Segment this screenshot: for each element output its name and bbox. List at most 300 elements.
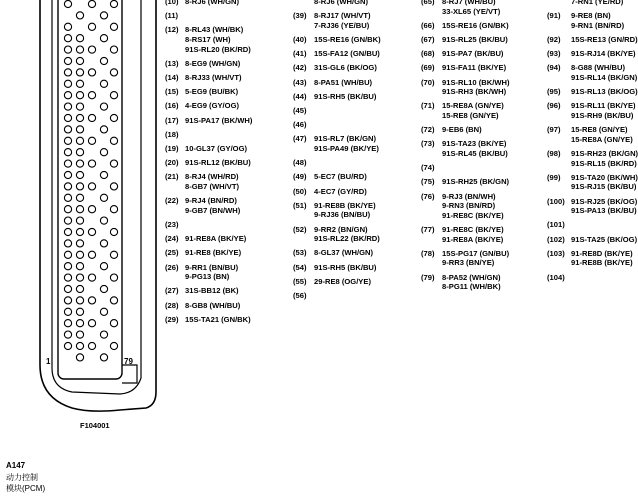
wire-label: 15S-RE13 (GN/RD) [571,35,638,44]
pin-hole [64,308,71,315]
pin-number: (17) [165,115,179,125]
pin-hole [100,217,107,224]
pin-hole [64,92,71,99]
pin-row [165,0,239,7]
pin-hole [76,183,83,190]
pin-row [421,273,501,292]
wire-label: 8-EG9 (WH/GN) [185,58,241,68]
pin-number: (21) [165,172,179,182]
wire-label: 91S-FA11 (BK/YE) [442,63,507,73]
pin-row [165,73,242,83]
pin-number: (65) [421,0,435,6]
pin-row [421,63,506,73]
pin-hole [76,194,83,201]
pin-number: (40) [293,35,307,44]
pin-number: (15) [165,87,179,97]
pin-row [293,11,371,30]
pin-hole [64,285,71,292]
wire-label: 10-GL37 (GY/OG) [185,144,248,153]
wire-label: 91S-RH9 (BK/BU) [571,110,634,120]
wire-label: 9-RN1 (BN/RD) [571,20,625,30]
wire-label: 8-PA51 (WH/BU) [314,77,373,87]
wire-label: 9-RE8 (BN) [571,11,611,21]
pin-hole [76,80,83,87]
pin-row [547,235,637,245]
pin-hole [64,194,71,201]
pin-number: (94) [547,63,561,73]
pin-hole [110,137,117,144]
pin-hole [64,160,71,167]
wire-label: 91S-RH5 (BK/BU) [314,91,377,101]
pin-hole [100,57,107,64]
pin-row [293,92,376,102]
wire-label: 8-RL43 (WH/BK) [185,25,244,35]
pin-row [165,196,240,215]
wire-label: 91S-RL13 (BK/OG) [571,87,638,97]
wire-label: 8-GL37 (WH/GN) [314,248,374,258]
wire-label: 7-RN1 (YE/RD) [571,0,624,6]
pin-hole [64,228,71,235]
wire-label: 91-RE8B (BK/YE) [314,200,376,210]
wire-label: 15-RE8 (GN/YE) [442,110,499,120]
pin-hole [100,35,107,42]
pin-number: (68) [421,49,435,59]
wire-label: 8-PA52 (WH/GN) [442,272,501,282]
pin-number: (70) [421,77,435,87]
wire-label: 91S-RJ25 (BK/OG) [571,196,638,206]
pin-row [293,49,380,59]
wire-label: 91S-RL25 (BK/BU) [442,35,508,44]
pin-number: (79) [421,272,435,282]
wire-label: 8-RJ33 (WH/VT) [185,73,242,82]
wire-label: 9-GB7 (BN/WH) [185,205,241,215]
pin-hole [110,206,117,213]
pin-hole [88,160,95,167]
pin-row [293,187,367,197]
pin-number: (77) [421,225,435,234]
pin-hole [76,171,83,178]
pin-row [165,248,241,258]
pin-row [547,101,636,120]
pin-row [293,35,381,45]
figure-id: F104001 [80,421,110,430]
pin-number: (92) [547,35,561,44]
pin-hole [64,69,71,76]
pin-row [165,101,239,111]
wire-label: 7-RJ36 (YE/BU) [314,20,370,30]
pin-hole [76,12,83,19]
pin-hole [100,126,107,133]
pin-hole [88,0,95,7]
pin-row [547,173,638,192]
pin-number: (53) [293,248,307,258]
pin-hole [110,69,117,76]
pin-number: (28) [165,300,179,310]
pin-row [421,0,500,16]
connector-name-line-1: 动力控制 [6,473,38,482]
pin-number: (101) [547,220,565,230]
pin-hole [76,297,83,304]
pin-number: (22) [165,196,179,206]
pin-row [421,21,509,31]
pin-hole [110,228,117,235]
pin-hole [76,103,83,110]
pin-hole [88,114,95,121]
pin-hole [110,92,117,99]
pin-number: (76) [421,191,435,201]
pin-row [547,11,624,30]
wire-label: 91-RE8A (BK/YE) [185,234,247,244]
pin-row [421,139,508,158]
wire-label: 9-RR1 (BN/BU) [185,262,239,272]
pin-hole [76,240,83,247]
wire-label: 8-GB7 (WH/VT) [185,181,239,191]
pin-hole [88,320,95,327]
pin-number: (67) [421,35,435,44]
pin-hole [88,228,95,235]
pin-number: (95) [547,87,561,97]
pin-number: (49) [293,172,307,182]
pin-hole [100,354,107,361]
connector-outline [40,0,156,411]
wire-label: 9-RR3 (BN/YE) [442,258,495,268]
pin-hole [110,297,117,304]
wire-label: 91-RE8D (BK/YE) [571,248,633,258]
pin-hole [76,263,83,270]
pin-row [421,177,509,187]
pin-number: (78) [421,248,435,258]
pin-hole [76,274,83,281]
pin-number: (75) [421,177,435,187]
pin-hole [110,0,117,7]
pin-number: (97) [547,125,561,135]
pin-number: (47) [293,134,307,144]
pin-row [547,125,633,144]
pin-number: (43) [293,77,307,87]
wire-label: 91S-TA25 (BK/OG) [571,234,638,244]
pin-number: (56) [293,291,307,300]
pin-row [293,78,372,88]
pin-hole [76,320,83,327]
pin-hole [88,46,95,53]
pin-hole [88,251,95,258]
wire-label: 8-G88 (WH/BU) [571,63,626,73]
pin-hole [88,297,95,304]
pin-hole [88,183,95,190]
pin-row [421,101,504,120]
wire-label: 91S-RL11 (BK/YE) [571,101,636,111]
pin-hole [110,160,117,167]
pin-row [165,59,240,69]
pin-number: (39) [293,11,307,21]
pin-row [421,125,482,135]
pin-number: (45) [293,106,307,115]
pin-number: (102) [547,234,565,244]
pin-grid [64,0,117,361]
pin-number: (69) [421,63,435,73]
pin-hole [76,285,83,292]
pin-number: (93) [547,49,561,59]
pin-hole [76,46,83,53]
pin-number: (20) [165,158,179,168]
wire-label: 15S-PG17 (GN/BU) [442,248,510,258]
pin-number: (100) [547,196,565,206]
connector-latch-tab [122,365,137,383]
wire-label: 4-EG9 (GY/OG) [185,101,240,111]
pin-hole [64,263,71,270]
pin-hole [64,240,71,247]
pin-row [165,315,251,325]
wire-label: 15S-TA21 (GN/BK) [185,314,251,324]
pin-hole [110,320,117,327]
wire-label: 91S-RL22 (BK/RD) [314,234,380,244]
pin-row [547,0,623,7]
pin-number: (74) [421,163,435,173]
wire-label: 29-RE8 (OG/YE) [314,276,371,286]
pin-hole [76,228,83,235]
pin-row [547,63,637,82]
wire-label: 4-EC7 (GY/RD) [314,186,367,196]
wire-label: 31S-BB12 (BK) [185,286,239,296]
connector-last-pin-label: 79 [124,357,133,366]
wire-label: 91S-RL7 (BK/GN) [314,134,377,144]
pin-number: (12) [165,25,179,35]
pin-row [165,301,240,311]
pin-hole [64,206,71,213]
pin-hole [64,80,71,87]
pin-number: (41) [293,49,307,59]
pin-number: (26) [165,262,179,272]
pin-hole [64,183,71,190]
pin-hole [76,69,83,76]
pin-row [547,49,636,59]
pin-row [547,87,638,97]
pin-hole [64,217,71,224]
pin-hole [76,308,83,315]
wire-label: 91S-RL20 (BK/RD) [185,44,251,54]
pin-hole [76,114,83,121]
wire-label: 8-GB8 (WH/BU) [185,300,241,310]
wire-label: 91S-RJ15 (BK/BU) [571,182,637,192]
pin-number: (18) [165,129,179,139]
pin-hole [100,308,107,315]
pin-row [293,248,373,258]
pin-hole [64,35,71,42]
pin-hole [76,354,83,361]
pin-row [293,172,367,182]
wire-label: 91S-RL45 (BK/BU) [442,148,508,158]
pin-hole [110,342,117,349]
pin-number: (98) [547,149,561,158]
pin-number: (48) [293,158,307,168]
pin-row [293,134,379,153]
pin-hole [64,57,71,64]
pin-number: (103) [547,248,565,258]
pin-number: (66) [421,20,435,30]
pin-row [293,63,377,73]
wire-label: 91S-PA7 (BK/BU) [442,49,504,59]
pin-row [165,286,239,296]
pin-hole [64,103,71,110]
pin-hole [64,331,71,338]
wire-label: 9-PG13 (BN) [185,272,230,282]
pin-row [421,249,509,268]
pin-number: (24) [165,234,179,244]
pin-hole [110,183,117,190]
pin-hole [88,206,95,213]
pin-row [165,172,239,191]
wire-label: 33-XL65 (YE/VT) [442,6,501,16]
pin-hole [64,274,71,281]
wire-label: 91S-RL15 (BK/RD) [571,158,637,168]
wire-label: 8-RS17 (WH) [185,34,231,44]
pin-number: (73) [421,139,435,149]
wire-label: 8-PG11 (WH/BK) [442,282,501,292]
wire-label: 9-RJ3 (BN/WH) [442,191,496,201]
wire-label: 15-RE8 (GN/YE) [571,125,628,135]
wire-label: 91S-PA17 (BK/WH) [185,115,253,125]
wire-label: 15S-RE16 (GN/BK) [314,35,381,44]
pin-hole [88,92,95,99]
wire-label: 91S-TA20 (BK/WH) [571,172,638,182]
pin-number: (16) [165,101,179,111]
wire-label: 91S-RH3 (BK/WH) [442,87,507,97]
pin-row [547,249,633,268]
wire-label: 91S-RJ14 (BK/YE) [571,49,636,59]
wire-label: 15S-RE16 (GN/BK) [442,20,509,30]
wire-label: 91-RE8B (BK/YE) [571,258,633,268]
pin-row [165,144,247,154]
wire-label: 91S-RH5 (BK/BU) [314,262,377,272]
pin-row [547,149,638,168]
pin-row [421,78,510,97]
wire-label: 91S-RH25 (BK/GN) [442,177,510,187]
pin-number: (19) [165,144,179,153]
pin-hole [88,137,95,144]
wire-label: 5-EC7 (BU/RD) [314,172,367,182]
pin-hole [88,23,95,30]
pin-number: (54) [293,262,307,272]
pin-hole [76,342,83,349]
wire-label: 5-EG9 (BU/BK) [185,87,239,97]
pin-hole [76,217,83,224]
pin-hole [100,171,107,178]
wire-label: 91S-RL14 (BK/GN) [571,72,638,82]
pin-number: (14) [165,73,179,82]
pin-hole [100,194,107,201]
wire-label: 8-RJ6 (WH/GN) [314,0,369,6]
pin-hole [76,251,83,258]
wire-label: 91S-TA23 (BK/YE) [442,139,507,149]
pin-row [547,35,638,45]
pin-hole [110,274,117,281]
pin-hole [64,0,71,7]
wire-label: 91-RE8C (BK/YE) [442,210,504,220]
pin-hole [100,285,107,292]
pin-hole [110,23,117,30]
wire-label: 9-EB6 (BN) [442,125,482,135]
pin-hole [76,126,83,133]
pin-number: (96) [547,101,561,111]
wire-label: 91S-RL10 (BK/WH) [442,77,510,87]
pin-hole [100,331,107,338]
wire-label: 91-RE8C (BK/YE) [442,225,504,234]
pin-number: (104) [547,272,565,282]
pin-hole [64,342,71,349]
pin-hole [76,149,83,156]
pin-hole [76,137,83,144]
pin-hole [64,171,71,178]
pin-number: (71) [421,101,435,111]
wire-label: 9-RR2 (BN/GN) [314,224,368,234]
pin-hole [100,80,107,87]
pin-row [293,201,376,220]
pin-row [293,277,371,287]
wire-label: 8-RJ4 (WH/RD) [185,172,239,182]
pin-number: (25) [165,248,179,258]
pin-hole [100,263,107,270]
wire-label: 91S-RL12 (BK/BU) [185,158,251,168]
pin-hole [64,149,71,156]
pin-row [293,263,376,273]
pin-number: (13) [165,58,179,68]
pin-row [547,197,637,216]
pin-hole [64,114,71,121]
connector-code: A147 [6,461,26,470]
pin-row [165,116,252,126]
pin-hole [64,23,71,30]
wire-label: 9-RJ4 (BN/RD) [185,196,237,206]
pin-number: (72) [421,125,435,135]
connector-name-line-2: 模块(PCM) [6,484,46,493]
pin-hole [88,69,95,76]
wire-label: 15-RE8A (GN/YE) [571,134,633,144]
pin-hole [64,46,71,53]
pin-number: (51) [293,200,307,210]
wire-label: 8-RJ17 (WH/VT) [314,11,371,21]
pin-number: (46) [293,120,307,130]
pin-row [421,192,504,221]
wire-label: 8-RJ7 (WH/BU) [442,0,496,6]
wire-label: 91S-RH23 (BK/GN) [571,149,638,158]
wire-label: 91-RE8 (BK/YE) [185,248,242,258]
pin-hole [64,320,71,327]
wire-label: 91S-PA49 (BK/YE) [314,143,379,153]
wire-label: 8-RJ6 (WH/GN) [185,0,240,6]
pin-number: (52) [293,224,307,234]
wire-label: 91S-PA13 (BK/BU) [571,206,637,216]
pin-hole [110,114,117,121]
pin-number: (99) [547,172,561,182]
pin-number: (91) [547,11,561,21]
pin-hole [64,126,71,133]
pin-hole [76,331,83,338]
pin-hole [110,251,117,258]
pin-number: (10) [165,0,179,6]
pin-row [165,25,251,54]
pin-row [165,234,246,244]
pin-hole [88,274,95,281]
pin-hole [64,297,71,304]
wire-label: 9-RJ36 (BN/BU) [314,210,371,220]
pin-number: (27) [165,286,179,296]
pin-number: (29) [165,314,179,324]
pin-hole [100,149,107,156]
pin-row [421,49,503,59]
pin-hole [76,160,83,167]
pin-row [293,0,368,7]
pin-row [293,225,380,244]
